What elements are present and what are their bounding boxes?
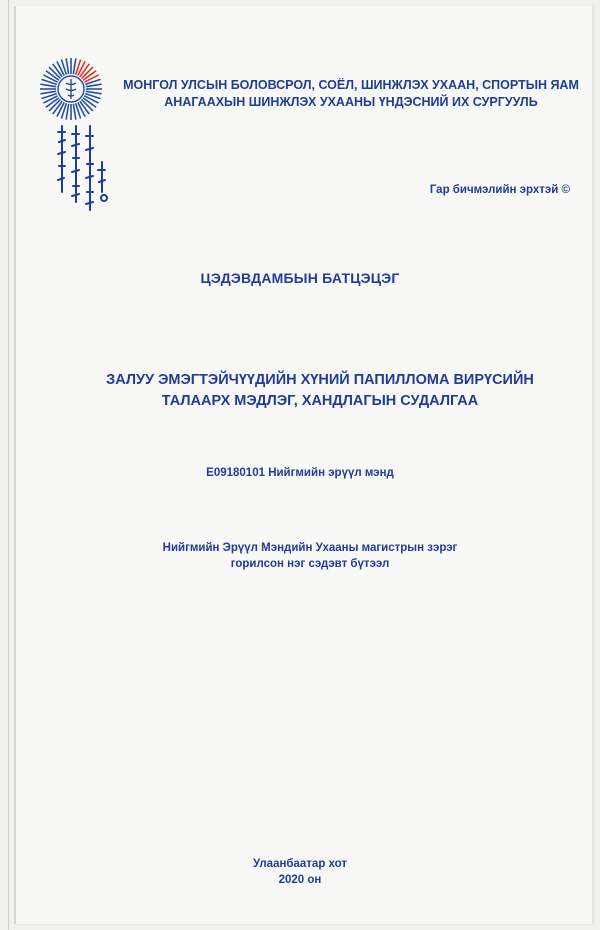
- emblem-ray: [66, 58, 69, 74]
- degree-line-1: Нийгмийн Эрүүл Мэндийн Ухааны магистрын зэрэг: [162, 542, 458, 554]
- emblem-ray: [86, 91, 102, 94]
- title-line-1: ЗАЛУУ ЭМЭГТЭЙЧҮҮДИЙН ХҮНИЙ ПАПИЛЛОМА ВИРҮСИЙН: [106, 372, 534, 388]
- mongolian-script-emblem: [52, 122, 112, 218]
- institution-header: [116, 77, 586, 111]
- author-name: ЦЭДЭВДАМБЫН БАТЦЭЦЭГ: [200, 270, 400, 286]
- copyright-notice: Гар бичмэлийн эрхтэй ©: [429, 184, 570, 196]
- place-and-year: [0, 856, 600, 888]
- binding-edge: [8, 0, 9, 930]
- degree-statement: [20, 540, 600, 572]
- emblem-ray: [66, 104, 69, 120]
- emblem-ray: [73, 104, 76, 120]
- program-code: E09180101 Нийгмийн эрүүл мэнд: [206, 467, 394, 479]
- year: 2020 он: [278, 874, 322, 886]
- university-emblem-icon: [38, 56, 104, 122]
- emblem-ray: [86, 84, 102, 87]
- title-line-2: ТАЛААРХ МЭДЛЭГ, ХАНДЛАГЫН СУДАЛГАА: [161, 393, 479, 409]
- thesis-title: [40, 370, 600, 412]
- ministry-name: МОНГОЛ УЛСЫН БОЛОВСРОЛ, СОЁЛ, ШИНЖЛЭХ УХААН, СПОРТЫН ЯАМ: [123, 78, 579, 92]
- degree-line-2: горилсон нэг сэдэвт бүтээл: [230, 558, 390, 570]
- emblem-ray: [40, 91, 56, 94]
- emblem-ray: [40, 84, 56, 87]
- university-name: АНАГААХЫН ШИНЖЛЭХ УХААНЫ ҮНДЭСНИЙ ИХ СУРГУУЛЬ: [164, 95, 538, 109]
- emblem-ray: [73, 58, 76, 74]
- city: Улаанбаатар хот: [252, 858, 348, 870]
